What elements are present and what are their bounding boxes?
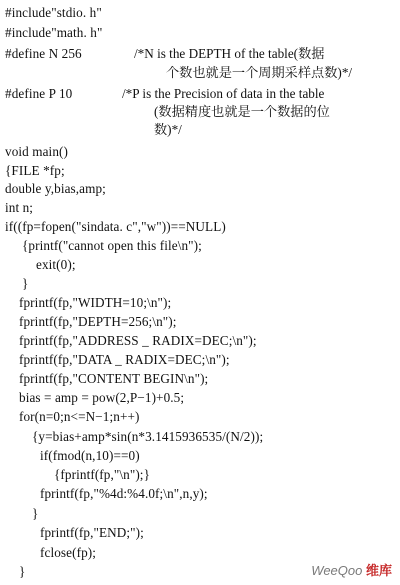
- printf-error-line: {printf("cannot open this file\n");: [22, 238, 202, 253]
- if-fmod-line: if(fmod(n,10)==0): [40, 448, 140, 463]
- bias-amp-line: bias = amp = pow(2,P−1)+0.5;: [19, 390, 185, 405]
- int-decl-line: int n;: [5, 200, 34, 215]
- define-p-line: #define P 10: [5, 86, 73, 101]
- close-brace-3: }: [19, 564, 26, 579]
- y-assign-line: {y=bias+amp*sin(n*3.1415936535/(N/2));: [32, 429, 264, 444]
- fprintf-content-line: fprintf(fp,"CONTENT BEGIN\n");: [19, 371, 209, 386]
- comment-p-line-2: (数据精度也就是一个数据的位: [154, 104, 330, 119]
- watermark-brand: WeeQoo: [311, 563, 363, 578]
- for-loop-line: for(n=0;n<=N−1;n++): [19, 409, 140, 424]
- fprintf-address-line: fprintf(fp,"ADDRESS _ RADIX=DEC;\n");: [19, 333, 257, 348]
- fprintf-data-line: fprintf(fp,"DATA _ RADIX=DEC;\n");: [19, 352, 230, 367]
- fprintf-depth-line: fprintf(fp,"DEPTH=256;\n");: [19, 314, 177, 329]
- include-stdio-line: #include"stdio. h": [5, 5, 102, 20]
- fprintf-newline-line: {fprintf(fp,"\n");}: [54, 467, 151, 482]
- define-n-line: #define N 256: [5, 46, 82, 61]
- comment-p-line-3: 数)*/: [154, 122, 182, 137]
- include-math-line: #include"math. h": [5, 25, 103, 40]
- if-fopen-line: if((fp=fopen("sindata. c","w"))==NULL): [5, 219, 226, 234]
- watermark-logo: [311, 563, 392, 579]
- fprintf-values-line: fprintf(fp,"%4d:%4.0f;\n",n,y);: [40, 486, 208, 501]
- main-signature-line: void main(): [5, 144, 68, 159]
- double-decl-line: double y,bias,amp;: [5, 181, 106, 196]
- file-decl-line: {FILE *fp;: [5, 163, 65, 178]
- fprintf-width-line: fprintf(fp,"WIDTH=10;\n");: [19, 295, 172, 310]
- close-brace-2: }: [32, 506, 39, 521]
- watermark-suffix: 维库: [365, 563, 392, 578]
- fprintf-end-line: fprintf(fp,"END;");: [40, 525, 144, 540]
- comment-p-line-1: /*P is the Precision of data in the table: [122, 86, 325, 101]
- close-brace-1: }: [22, 276, 29, 291]
- comment-n-line-1: /*N is the DEPTH of the table(数据: [134, 46, 325, 61]
- comment-n-line-2: 个数也就是一个周期采样点数)*/: [166, 65, 353, 80]
- exit-line: exit(0);: [36, 257, 76, 272]
- fclose-line: fclose(fp);: [40, 545, 97, 560]
